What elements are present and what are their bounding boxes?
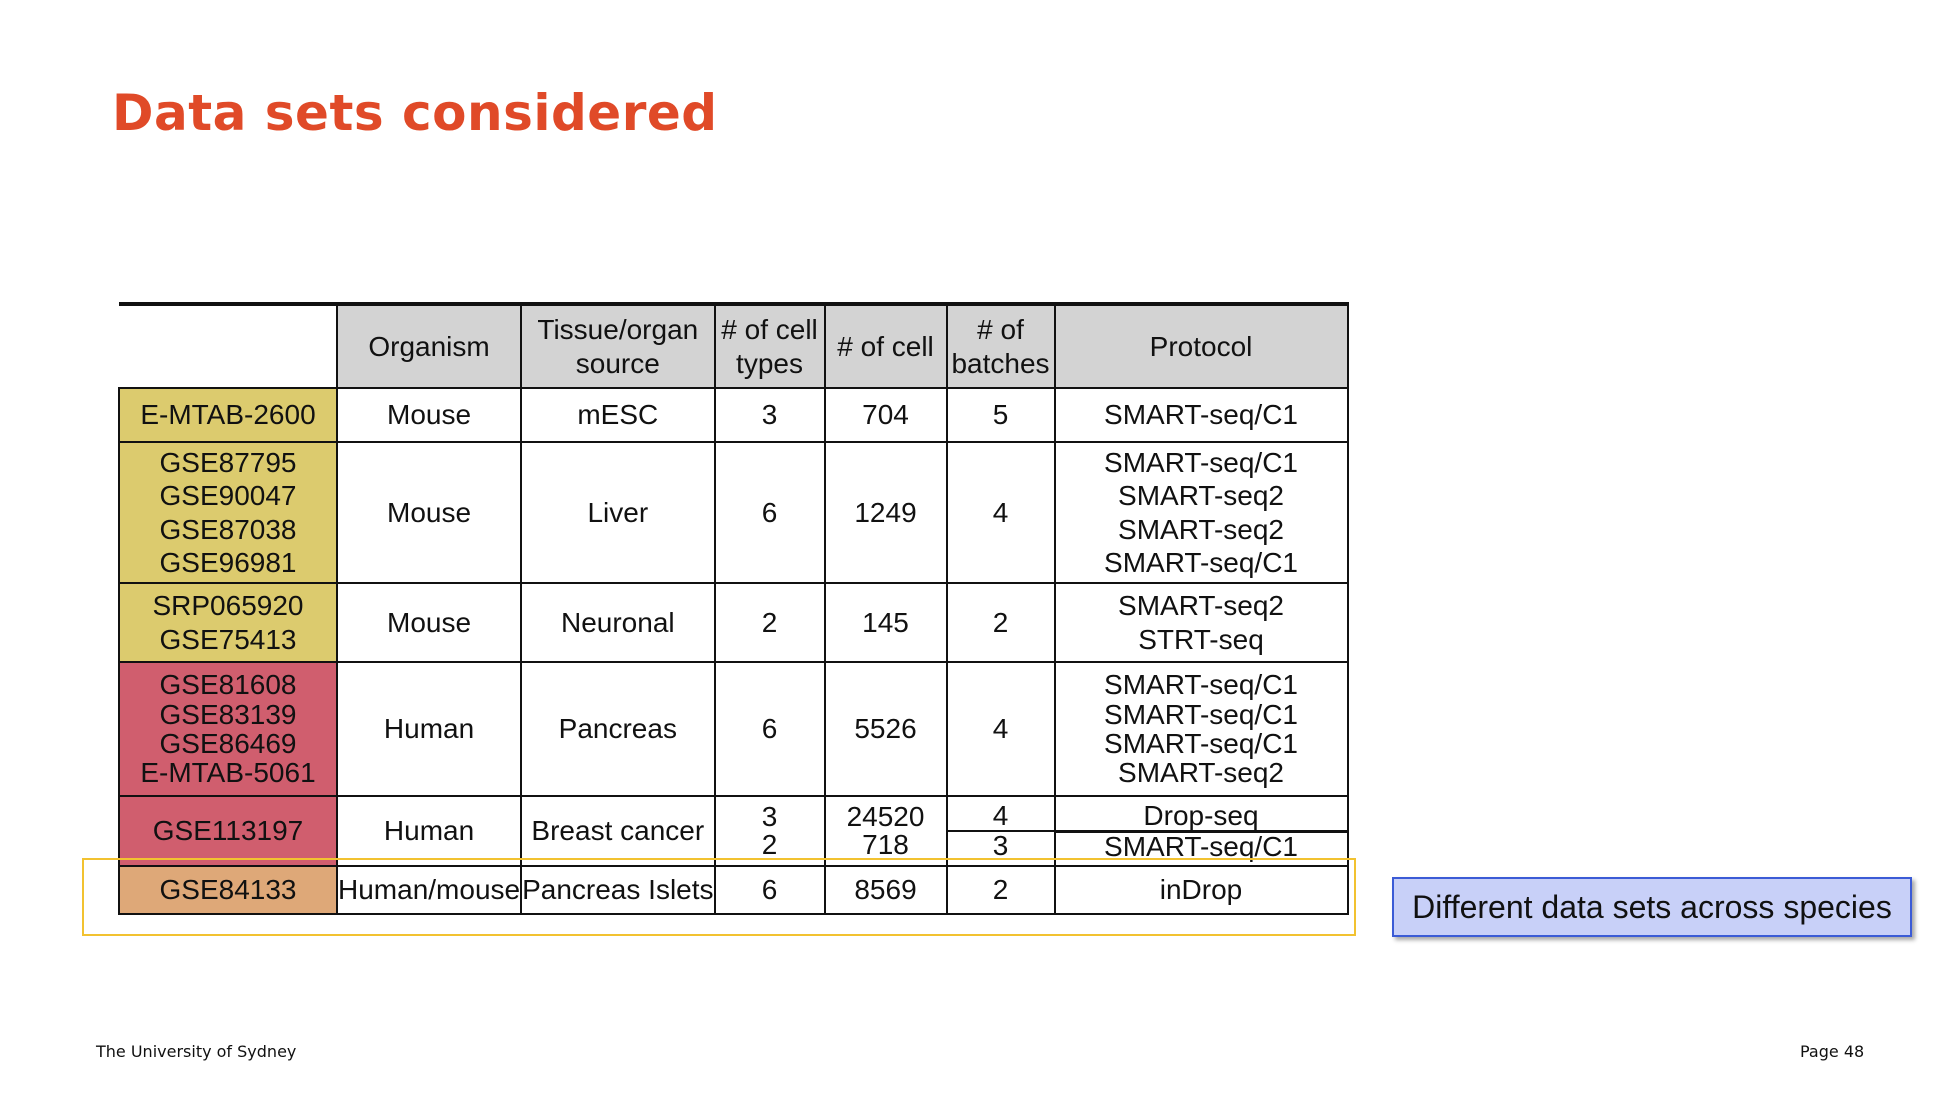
batches-cell: 4 bbox=[947, 662, 1055, 796]
header-organism: Organism bbox=[337, 304, 521, 388]
table-header-row bbox=[119, 304, 1348, 388]
cell-count-cell: 704 bbox=[825, 388, 947, 442]
tissue-cell: Neuronal bbox=[521, 583, 714, 662]
organism-cell: Human bbox=[337, 796, 521, 866]
batches-cell: 5 bbox=[947, 388, 1055, 442]
dataset-id-cell: E-MTAB-2600 bbox=[119, 388, 337, 442]
table-row bbox=[119, 662, 1348, 796]
cell-count-cell: 1249 bbox=[825, 442, 947, 583]
table-row bbox=[119, 796, 1348, 866]
batches-cell: 4 3 bbox=[947, 796, 1055, 866]
slide-title: Data sets considered bbox=[112, 84, 718, 142]
batches-cell: 2 bbox=[947, 866, 1055, 914]
cell-count-cell: 5526 bbox=[825, 662, 947, 796]
footer-university: The University of Sydney bbox=[96, 1042, 297, 1061]
callout-box bbox=[1392, 877, 1912, 937]
highlight-box bbox=[82, 858, 1356, 936]
dataset-id-cell: GSE87795 GSE90047 GSE87038 GSE96981 bbox=[119, 442, 337, 583]
dataset-id-cell: GSE81608 GSE83139 GSE86469 E-MTAB-5061 bbox=[119, 662, 337, 796]
dataset-id-cell: GSE113197 bbox=[119, 796, 337, 866]
table-row bbox=[119, 388, 1348, 442]
tissue-cell: Breast cancer bbox=[521, 796, 714, 866]
cell-count-cell: 24520 718 bbox=[825, 796, 947, 866]
header-batches: # of batches bbox=[947, 304, 1055, 388]
table-row bbox=[119, 442, 1348, 583]
table-row bbox=[119, 583, 1348, 662]
protocol-cell: SMART-seq/C1 bbox=[1055, 388, 1348, 442]
header-cells: # of cell bbox=[825, 304, 947, 388]
header-tissue: Tissue/organ source bbox=[521, 304, 714, 388]
page-number: Page 48 bbox=[1800, 1042, 1865, 1061]
organism-cell: Mouse bbox=[337, 583, 521, 662]
organism-cell: Human bbox=[337, 662, 521, 796]
datasets-table bbox=[118, 302, 1349, 915]
cell-types-cell: 3 2 bbox=[715, 796, 825, 866]
batches-cell: 2 bbox=[947, 583, 1055, 662]
header-cell-types: # of cell types bbox=[715, 304, 825, 388]
callout-text: Different data sets across species bbox=[1412, 888, 1892, 925]
cell-types-cell: 6 bbox=[715, 662, 825, 796]
organism-cell: Human/mouse bbox=[337, 866, 521, 914]
protocol-cell: inDrop bbox=[1055, 866, 1348, 914]
protocol-cell: SMART-seq/C1 SMART-seq2 SMART-seq2 SMART-seq/C1 bbox=[1055, 442, 1348, 583]
cell-types-cell: 6 bbox=[715, 866, 825, 914]
tissue-cell: Pancreas bbox=[521, 662, 714, 796]
header-protocol: Protocol bbox=[1055, 304, 1348, 388]
cell-types-cell: 6 bbox=[715, 442, 825, 583]
batches-cell: 4 bbox=[947, 442, 1055, 583]
dataset-id-cell: GSE84133 bbox=[119, 866, 337, 914]
organism-cell: Mouse bbox=[337, 442, 521, 583]
cell-types-cell: 2 bbox=[715, 583, 825, 662]
protocol-cell: SMART-seq/C1 SMART-seq/C1 SMART-seq/C1 SMART-seq2 bbox=[1055, 662, 1348, 796]
cell-count-cell: 145 bbox=[825, 583, 947, 662]
tissue-cell: Pancreas Islets bbox=[521, 866, 714, 914]
organism-cell: Mouse bbox=[337, 388, 521, 442]
protocol-cell: SMART-seq2 STRT-seq bbox=[1055, 583, 1348, 662]
corner-cell bbox=[119, 304, 337, 388]
tissue-cell: Liver bbox=[521, 442, 714, 583]
dataset-id-cell: SRP065920 GSE75413 bbox=[119, 583, 337, 662]
cell-types-cell: 3 bbox=[715, 388, 825, 442]
protocol-cell: Drop-seq SMART-seq/C1 bbox=[1055, 796, 1348, 866]
cell-count-cell: 8569 bbox=[825, 866, 947, 914]
tissue-cell: mESC bbox=[521, 388, 714, 442]
